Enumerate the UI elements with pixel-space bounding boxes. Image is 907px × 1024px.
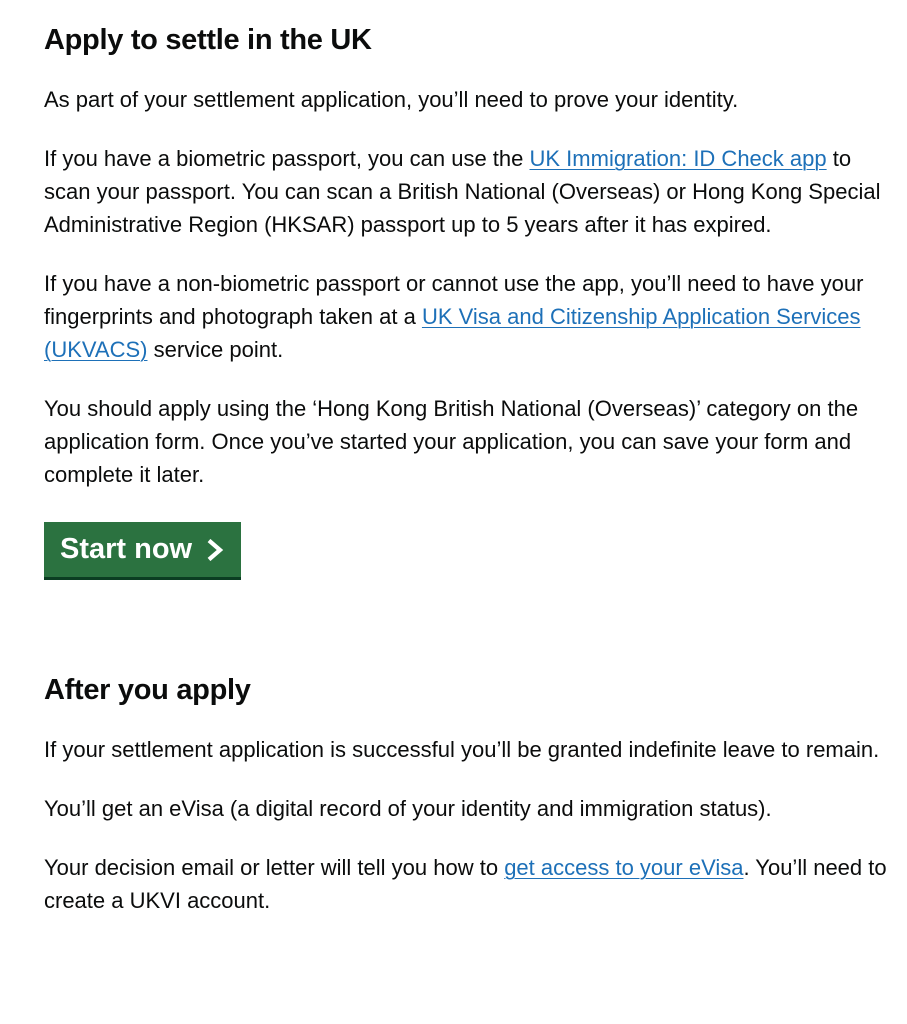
biometric-paragraph xyxy=(44,142,889,241)
evisa-access-link[interactable]: get access to your eVisa xyxy=(504,855,744,880)
chevron-right-icon xyxy=(206,539,224,561)
decision-text-before: Your decision email or letter will tell you how to xyxy=(44,855,505,880)
section-heading-after: After you apply xyxy=(44,674,251,706)
apply-section xyxy=(44,0,889,577)
evisa-paragraph: You’ll get an eVisa (a digital record of your identity and immigration status). xyxy=(44,796,772,821)
biometric-text-before: If you have a biometric passport, you can use the xyxy=(44,146,530,171)
id-check-app-link[interactable]: UK Immigration: ID Check app xyxy=(529,146,827,171)
decision-text-after: . You’ll need to create a UKVI account. xyxy=(44,855,887,913)
biometric-text-after: to scan your passport. You can scan a British National (Overseas) or Hong Kong Special Administrative Region (HKSAR) passport up to 5 years after it has expired. xyxy=(44,146,881,237)
success-paragraph: If your settlement application is successful you’ll be granted indefinite leave to remain. xyxy=(44,737,880,762)
section-heading-apply: Apply to settle in the UK xyxy=(44,24,372,56)
start-now-button[interactable] xyxy=(44,522,241,577)
non-biometric-text-before: If you have a non-biometric passport or cannot use the app, you’ll need to have your fingerprints and photograph taken at a xyxy=(44,271,864,329)
after-section xyxy=(44,671,889,917)
start-now-label: Start now xyxy=(60,533,193,565)
non-biometric-paragraph xyxy=(44,267,889,366)
identity-paragraph: As part of your settlement application, you’ll need to prove your identity. xyxy=(44,87,739,112)
category-paragraph: You should apply using the ‘Hong Kong British National (Overseas)’ category on the application form. Once you’ve started your application, you can save your form and complete it later. xyxy=(44,396,859,487)
decision-paragraph xyxy=(44,851,889,917)
ukvacs-link[interactable]: UK Visa and Citizenship Application Services (UKVACS) xyxy=(44,304,861,362)
non-biometric-text-after: service point. xyxy=(147,337,284,362)
